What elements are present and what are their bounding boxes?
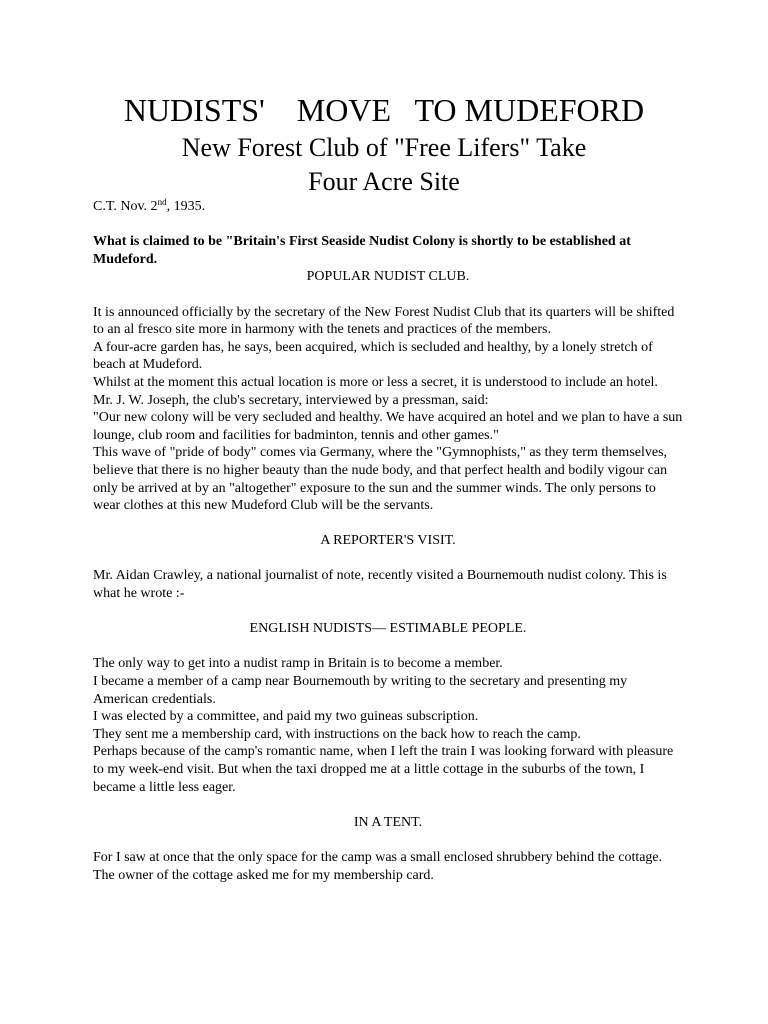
dateline-suffix: , 1935. <box>166 199 206 214</box>
paragraph: The only way to get into a nudist ramp in Britain is to become a member. <box>93 656 503 672</box>
paragraph: The owner of the cottage asked me for my membership card. <box>93 867 434 883</box>
paragraph: Mr. J. W. Joseph, the club's secretary, interviewed by a pressman, said: <box>93 392 489 408</box>
section-heading-english-nudists: ENGLISH NUDISTS— ESTIMABLE PEOPLE. <box>249 621 527 637</box>
paragraph: Whilst at the moment this actual location is more or less a secret, it is understood to include an hotel. <box>93 374 658 390</box>
spacer <box>93 216 683 234</box>
dateline-superscript: nd <box>157 197 167 207</box>
paragraph: It is announced officially by the secretary of the New Forest Nudist Club that its quarters will be shifted to an al fresco site more in harmony with the tenets and practices of the members. <box>93 304 675 338</box>
article-body <box>93 198 683 884</box>
paragraph: "Our new colony will be very secluded and healthy. We have acquired an hotel and we plan to have a sun lounge, club room and facilities for badminton, tennis and other games." <box>93 410 683 443</box>
section-heading-in-a-tent: IN A TENT. <box>353 814 423 830</box>
dateline-prefix: C.T. Nov. 2 <box>93 199 158 214</box>
paragraph: For I saw at once that the only space for the camp was a small enclosed shrubbery behind the cottage. <box>93 849 663 865</box>
section-heading-reporters-visit: A REPORTER'S VISIT. <box>320 533 456 549</box>
spacer <box>93 796 683 814</box>
spacer <box>93 550 683 568</box>
dateline <box>93 198 683 216</box>
spacer <box>93 603 683 621</box>
section-heading-popular-nudist-club: POPULAR NUDIST CLUB. <box>306 269 470 285</box>
article-subtitle-line-1: New Forest Club of "Free Lifers" Take <box>181 133 587 162</box>
spacer <box>93 638 683 656</box>
paragraph: I was elected by a committee, and paid my two guineas subscription. <box>93 709 479 725</box>
article-subtitle-line-2: Four Acre Site <box>308 167 460 196</box>
article-title: NUDISTS' MOVE TO MUDEFORD <box>123 92 645 128</box>
paragraph: Perhaps because of the camp's romantic name, when I left the train I was looking forward with pleasure to my week-end visit. But when the taxi dropped me at a little cottage in the suburbs of the town, I became a little less eager. <box>93 744 674 795</box>
spacer <box>93 831 683 849</box>
paragraph: This wave of "pride of body" comes via Germany, where the "Gymnophists," as they term themselves, believe that there is no higher beauty than the nude body, and that perfect health and bodily vigour can only be arrived at by an "altogether" exposure to the sun and the summer winds. The only persons to wear clothes at this new Mudeford Club will be the servants. <box>93 445 668 514</box>
spacer <box>93 286 683 304</box>
paragraph: They sent me a membership card, with instructions on the back how to reach the camp. <box>93 726 581 742</box>
lead-paragraph: What is claimed to be "Britain's First Seaside Nudist Colony is shortly to be established at Mudeford. <box>93 234 631 267</box>
paragraph: I became a member of a camp near Bournemouth by writing to the secretary and presenting my American credentials. <box>93 674 628 707</box>
paragraph: Mr. Aidan Crawley, a national journalist of note, recently visited a Bournemouth nudist colony. This is what he wrote :- <box>93 568 667 602</box>
paragraph: A four-acre garden has, he says, been acquired, which is secluded and healthy, by a lonely stretch of beach at Mudeford. <box>93 339 653 373</box>
spacer <box>93 515 683 533</box>
